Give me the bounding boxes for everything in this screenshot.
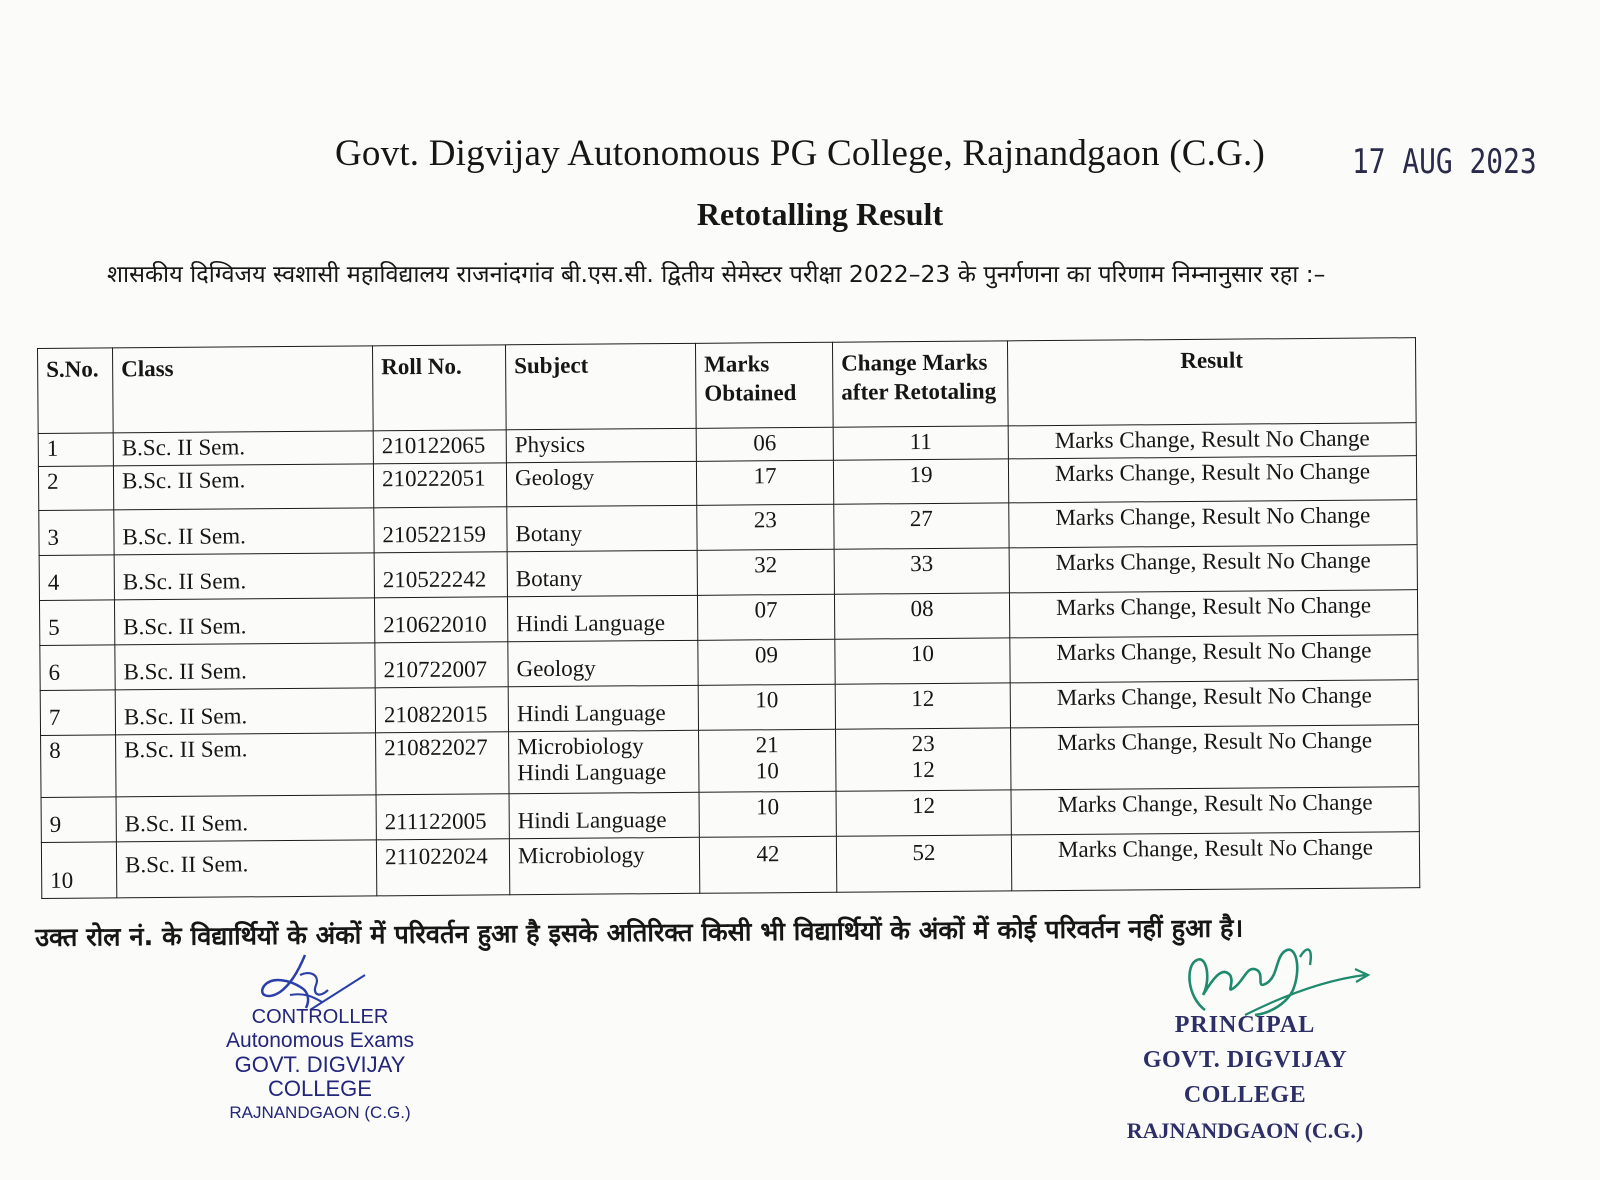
cell-sno: 8: [41, 735, 116, 798]
cell-result: Marks Change, Result No Change: [1010, 680, 1418, 728]
cell-roll: 210222051: [373, 463, 506, 508]
principal-stamp: [1080, 1008, 1410, 1148]
cell-class: B.Sc. II Sem.: [113, 431, 373, 466]
cell-subject: Hindi Language: [507, 595, 697, 641]
table-header-row: [38, 338, 1417, 434]
retotalling-result-table: [37, 337, 1420, 899]
cell-sno: 6: [40, 645, 115, 691]
cell-result: Marks Change, Result No Change: [1011, 787, 1419, 835]
table-row: [41, 725, 1419, 798]
cell-changed-marks: 19: [833, 459, 1008, 504]
col-header-subject: Subject: [505, 343, 696, 429]
cell-marks: 42: [699, 836, 836, 893]
cell-subject: [509, 730, 699, 793]
cell-marks: 10: [698, 684, 835, 730]
cell-changed-line2: 12: [911, 756, 935, 783]
cell-subject: Botany: [507, 550, 697, 596]
cell-result: Marks Change, Result No Change: [1009, 545, 1417, 593]
cell-result: Marks Change, Result No Change: [1008, 423, 1416, 459]
cell-result: Marks Change, Result No Change: [1009, 500, 1417, 548]
cell-sno: 1: [38, 433, 113, 467]
footer-note: उक्त रोल नं. के विद्यार्थियों के अंकों में परिवर्तन हुआ है इसके अतिरिक्त किसी भी विद्यार्थियों के अंकों में कोई परिवर्तन नहीं हुआ है।: [35, 913, 1244, 953]
cell-changed-marks: 10: [835, 638, 1010, 684]
col-header-marks-line1: Marks: [704, 351, 770, 377]
cell-class: B.Sc. II Sem.: [114, 553, 374, 600]
col-header-marks: [695, 342, 833, 428]
intro-paragraph: शासकीय दिग्विजय स्वशासी महाविद्यालय राजनांदगांव बी.एस.सी. द्वितीय सेमेस्टर परीक्षा 2022–23 के पुनर्गणना का परिणाम निम्नानुसार रहा :–: [107, 260, 1326, 288]
cell-sno: 3: [39, 510, 114, 556]
cell-subject-line2: Hindi Language: [517, 759, 667, 786]
cell-class: B.Sc. II Sem.: [113, 464, 373, 510]
cell-marks: [699, 729, 836, 792]
col-header-result: Result: [1007, 338, 1416, 426]
cell-subject: Physics: [506, 428, 696, 462]
principal-title: PRINCIPAL: [1174, 1012, 1316, 1038]
cell-subject: Hindi Language: [509, 792, 699, 838]
cell-subject: Geology: [506, 461, 696, 506]
cell-marks: 17: [696, 460, 833, 505]
cell-marks: 23: [697, 504, 834, 550]
col-header-change-line1: Change Marks: [841, 349, 988, 376]
cell-class: B.Sc. II Sem.: [114, 598, 374, 645]
principal-city: RAJNANDGAON (C.G.): [1126, 1118, 1364, 1143]
cell-result: Marks Change, Result No Change: [1011, 725, 1419, 790]
cell-subject: Botany: [507, 505, 697, 551]
cell-result: Marks Change, Result No Change: [1011, 832, 1419, 891]
cell-marks-line2: 10: [755, 758, 779, 784]
document-title: Retotalling Result: [696, 196, 944, 232]
cell-result: Marks Change, Result No Change: [1009, 590, 1417, 638]
cell-changed-marks: 33: [834, 548, 1009, 594]
cell-subject: Geology: [508, 640, 698, 686]
cell-changed-marks: 11: [833, 426, 1008, 460]
cell-changed-marks: 52: [836, 835, 1011, 892]
cell-roll: 211022024: [376, 839, 509, 896]
cell-class: B.Sc. II Sem.: [114, 508, 374, 555]
controller-stamp: [185, 1005, 455, 1125]
cell-subject: Hindi Language: [508, 685, 698, 731]
cell-roll: 210722007: [375, 642, 508, 688]
cell-changed-marks: 12: [836, 790, 1011, 836]
cell-changed-marks: [836, 728, 1011, 791]
col-header-class: Class: [113, 346, 374, 433]
cell-changed-marks: 27: [834, 503, 1009, 549]
date-stamp: 17 AUG 2023: [1352, 142, 1537, 182]
cell-subject: Microbiology: [509, 837, 699, 894]
cell-subject-line1: Microbiology: [517, 733, 644, 760]
cell-roll: 210622010: [374, 597, 507, 643]
table-row: [41, 832, 1419, 899]
cell-roll: 210522159: [374, 507, 507, 553]
cell-marks: 32: [697, 549, 834, 595]
cell-class: B.Sc. II Sem.: [116, 840, 376, 898]
cell-roll: 211122005: [376, 794, 509, 840]
controller-city: RAJNANDGAON (C.G.): [229, 1103, 411, 1122]
controller-college: GOVT. DIGVIJAY COLLEGE: [234, 1052, 406, 1101]
cell-marks: 07: [697, 594, 834, 640]
col-header-sno: S.No.: [38, 348, 114, 434]
cell-marks: 06: [696, 427, 833, 461]
controller-dept: Autonomous Exams: [226, 1029, 414, 1052]
cell-result: Marks Change, Result No Change: [1010, 635, 1418, 683]
cell-roll: 210822027: [376, 732, 509, 795]
col-header-change-line2: after Retotaling: [841, 378, 997, 405]
principal-college: GOVT. DIGVIJAY COLLEGE: [1142, 1047, 1348, 1108]
col-header-marks-line2: Obtained: [704, 380, 797, 406]
col-header-change: [832, 341, 1008, 427]
cell-class: B.Sc. II Sem.: [116, 733, 376, 797]
cell-changed-line1: 23: [911, 730, 935, 757]
cell-changed-marks: 08: [834, 593, 1009, 639]
cell-class: B.Sc. II Sem.: [115, 643, 375, 690]
col-header-roll: Roll No.: [372, 345, 506, 431]
cell-sno: 2: [38, 466, 113, 511]
controller-title: CONTROLLER: [251, 1006, 389, 1028]
cell-roll: 210822015: [375, 687, 508, 733]
cell-roll: 210522242: [374, 552, 507, 598]
cell-roll: 210122065: [373, 430, 506, 464]
cell-sno: 7: [40, 690, 115, 736]
cell-class: B.Sc. II Sem.: [115, 688, 375, 735]
college-name: Govt. Digvijay Autonomous PG College, Rajnandgaon (C.G.): [335, 133, 1265, 174]
cell-marks: 09: [698, 639, 835, 685]
cell-result: Marks Change, Result No Change: [1008, 456, 1416, 503]
cell-marks-line1: 21: [755, 732, 779, 758]
cell-class: B.Sc. II Sem.: [116, 795, 376, 842]
cell-sno: 9: [41, 797, 116, 843]
cell-sno: 4: [39, 555, 114, 601]
cell-sno: 10: [41, 842, 116, 899]
cell-marks: 10: [699, 791, 836, 837]
cell-sno: 5: [39, 600, 114, 646]
cell-changed-marks: 12: [835, 683, 1010, 729]
